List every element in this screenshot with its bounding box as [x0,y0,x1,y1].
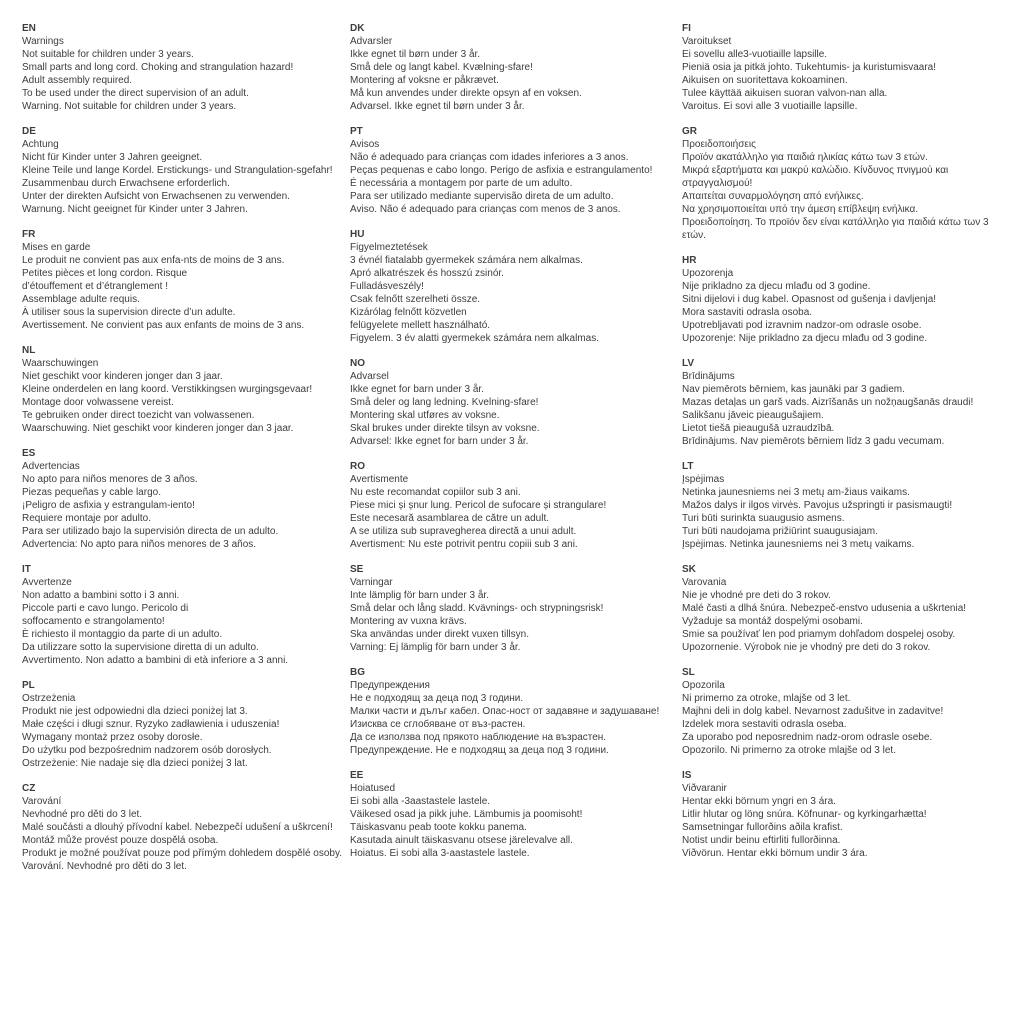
language-section-nl [22,344,348,435]
warning-line: Kasutada ainult täiskasvanu otsese järelevalve all. [350,835,573,846]
warning-line: Μικρά εξαρτήματα και μακρύ καλώδιο. Κίνδυνος πνιγμού και [682,165,949,176]
warning-line: Hoiatus. Ei sobi alla 3-aastastele lastele. [350,848,530,859]
language-section-hr [682,254,1008,345]
warning-line: Piese mici și șnur lung. Pericol de sufocare și strangulare! [350,500,607,511]
language-code: DE [22,126,36,137]
warning-line: Izdelek mora sestaviti odrasla oseba. [682,719,847,730]
warning-line: Este necesară asamblarea de către un adult. [350,513,550,524]
warning-line: Advarsel: Ikke egnet for barn under 3 år. [350,436,529,447]
warning-line: Kleine Teile und lange Kordel. Erstickungs- und Strangulation-sgefahr! [22,165,333,176]
language-code: IS [682,770,692,781]
warning-line: Opozorilo. Ni primerno za otroke mlajše od 3 let. [682,745,896,756]
warning-line: Piccole parti e cavo lungo. Pericolo di [22,603,189,614]
language-section-ro [350,460,676,551]
warning-line: Le produit ne convient pas aux enfa-nts de moins de 3 ans. [22,255,285,266]
warning-line: Mažos dalys ir ilgos virvės. Pavojus užspringti ir pasismaugti! [682,500,953,511]
language-code: NO [350,358,365,369]
section-title: Varovania [682,577,727,588]
language-code: FR [22,229,36,240]
warning-line: Skal brukes under direkte tilsyn av voksne. [350,423,540,434]
warning-line: È richiesto il montaggio da parte di un adulto. [22,629,223,640]
warning-line: Nie je vhodné pre deti do 3 rokov. [682,590,831,601]
language-section-fi [682,22,1008,113]
warning-line: Väikesed osad ja pikk juhe. Lämbumis ja poomisoht! [350,809,583,820]
language-section-pl [22,679,348,770]
warning-line: soffocamento e strangolamento! [22,616,165,627]
warning-line: Samsetningar fullorðins aðila krafist. [682,822,843,833]
warning-line: Täiskasvanu peab toote kokku panema. [350,822,527,833]
warning-line: Ni primerno za otroke, mlajše od 3 let. [682,693,851,704]
warning-line: Netinka jaunesniems nei 3 metų am-žiaus vaikams. [682,487,910,498]
warning-line: Requiere montaje por adulto. [22,513,151,524]
warning-line: Not suitable for children under 3 years. [22,49,194,60]
warning-line: Te gebruiken onder direct toezicht van volwassenen. [22,410,255,421]
language-code: NL [22,345,36,356]
warning-line: Montering af voksne er påkrævet. [350,75,499,86]
language-code: BG [350,667,365,678]
language-code: LT [682,461,694,472]
warning-line: Montage door volwassene vereist. [22,397,174,408]
warning-line: À utiliser sous la supervision directe d’un adulte. [22,307,236,318]
warning-line: Ei sobi alla -3aastastele lastele. [350,796,491,807]
section-title: Advarsel [350,371,389,382]
warning-line: Wymagany montaż przez osoby dorosłe. [22,732,203,743]
warning-line: Απαιτείται συναρμολόγηση από ενήλικες. [682,191,864,202]
language-code: IT [22,564,31,575]
language-code: ES [22,448,36,459]
warning-line: Advertencia: No apto para niños menores de 3 años. [22,539,257,550]
language-code: PL [22,680,35,691]
warning-line: Nicht für Kinder unter 3 Jahren geeignet. [22,152,203,163]
language-section-no [350,357,676,448]
warning-line: Adult assembly required. [22,75,133,86]
warning-line: Varování. Nevhodné pro děti do 3 let. [22,861,187,872]
language-section-dk [350,22,676,113]
warning-line: Mora sastaviti odrasla osoba. [682,307,813,318]
warning-line: Produkt nie jest odpowiedni dla dzieci poniżej lat 3. [22,706,248,717]
warning-line: Warnung. Nicht geeignet für Kinder unter 3 Jahren. [22,204,248,215]
language-code: LV [682,358,695,369]
warning-line: Tulee käyttää aikuisen suoran valvon-nan alla. [682,88,888,99]
warning-line: Må kun anvendes under direkte opsyn af en voksen. [350,88,582,99]
warning-line: Unter der direkten Aufsicht von Erwachsenen zu verwenden. [22,191,290,202]
warning-line: Nevhodné pro děti do 3 let. [22,809,143,820]
warning-line: Ikke egnet for barn under 3 år. [350,384,484,395]
section-title: Įspėjimas [682,474,725,485]
warning-line: Montering av vuxna krävs. [350,616,467,627]
section-title: Avertismente [350,474,409,485]
section-title: Warnings [22,36,64,47]
section-title: Opozorila [682,680,725,691]
warning-line: Notist undir beinu eftirliti fullorðinna. [682,835,841,846]
warning-line: Não é adequado para crianças com idades inferiores a 3 anos. [350,152,629,163]
section-title: Figyelmeztetések [350,242,428,253]
section-title: Ostrzeżenia [22,693,76,704]
warning-line: ¡Peligro de asfixia y estrangulam-iento! [22,500,195,511]
language-section-se [350,563,676,654]
warning-line: Nu este recomandat copiilor sub 3 ani. [350,487,521,498]
section-title: Hoiatused [350,783,396,794]
warning-column-middle [350,22,676,872]
language-section-sk [682,563,1008,654]
warning-line: Niet geschikt voor kinderen jonger dan 3 jaar. [22,371,223,382]
section-title: Advarsler [350,36,393,47]
warning-line: Nav piemērots bērniem, kas jaunāki par 3 gadiem. [682,384,905,395]
warning-line: A se utiliza sub supravegherea directă a unui adult. [350,526,577,537]
warning-line: Vyžaduje sa montáž dospelými osobami. [682,616,863,627]
language-section-fr [22,228,348,332]
language-code: HR [682,255,697,266]
language-section-it [22,563,348,667]
language-section-gr [682,125,1008,242]
warning-line: Do użytku pod bezpośrednim nadzorem osób dorosłych. [22,745,272,756]
language-code: SK [682,564,696,575]
section-title: Advertencias [22,461,80,472]
warning-line: Lietot tiešā pieaugušā uzraudzībā. [682,423,835,434]
warning-line: Små deler og lang ledning. Kvelning-sfare! [350,397,539,408]
warning-line: No apto para niños menores de 3 años. [22,474,198,485]
warning-line: Figyelem. 3 év alatti gyermekek számára nem alkalmas. [350,333,599,344]
section-title: Upozorenja [682,268,734,279]
warning-line: Ikke egnet til børn under 3 år. [350,49,481,60]
warning-line: Små dele og langt kabel. Kvælning-sfare! [350,62,533,73]
warning-line: Majhni deli in dolg kabel. Nevarnost zadušitve in zadavitve! [682,706,944,717]
section-title: Προειδοποιήσεις [682,139,756,150]
warning-line: Avvertimento. Non adatto a bambini di età inferiore a 3 anni. [22,655,289,666]
warning-line: Za uporabo pod neposrednim nadz-orom odrasle osebe. [682,732,933,743]
warning-line: Produkt je možné používat pouze pod přímým dohledem dospělé osoby. [22,848,342,859]
warning-column-right [682,22,1008,872]
language-code: PT [350,126,363,137]
warning-line: Avertissement. Ne convient pas aux enfants de moins de 3 ans. [22,320,305,331]
warning-line: 3 évnél fiatalabb gyermekek számára nem alkalmas. [350,255,583,266]
warning-line: Aikuisen on suoritettava kokoaminen. [682,75,848,86]
language-section-es [22,447,348,551]
warning-line: Petites pièces et long cordon. Risque [22,268,188,279]
language-code: RO [350,461,365,472]
warning-line: Peças pequenas e cabo longo. Perigo de asfixia e estrangulamento! [350,165,653,176]
warning-line: Ostrzeżenie: Nie nadaje się dla dzieci poniżej 3 lat. [22,758,248,769]
warning-line: Små delar och lång sladd. Kvävnings- och strypningsrisk! [350,603,604,614]
language-section-de [22,125,348,216]
language-code: GR [682,126,697,137]
language-code: FI [682,23,691,34]
section-title: Avvertenze [22,577,72,588]
warning-line: Предупреждение. Не е подходящ за деца под 3 години. [350,745,609,756]
warning-line: Para ser utilizado mediante supervisão direta de um adulto. [350,191,614,202]
warning-line: Hentar ekki börnum yngri en 3 ára. [682,796,836,807]
warning-line: É necessária a montagem por parte de um adulto. [350,178,573,189]
language-section-lv [682,357,1008,448]
warning-line: Malé součásti a dlouhý přívodní kabel. Nebezpečí udušení a uškrcení! [22,822,333,833]
warning-line: Viðvörun. Hentar ekki börnum undir 3 ára. [682,848,868,859]
warning-line: Assemblage adulte requis. [22,294,140,305]
warning-line: Mazas detaļas un garš vads. Aizrīšanās un nožņaugšanās draudi! [682,397,974,408]
warning-line: Csak felnőtt szerelheti össze. [350,294,481,305]
warning-line: Da utilizzare sotto la supervisione diretta di un adulto. [22,642,259,653]
section-title: Varování [22,796,62,807]
warning-line: Małe części i długi sznur. Ryzyko zadławienia i uduszenia! [22,719,280,730]
warning-line: Piezas pequeñas y cable largo. [22,487,161,498]
warning-line: Montering skal utføres av voksne. [350,410,500,421]
section-title: Mises en garde [22,242,91,253]
warning-line: d’étouffement et d’étranglement ! [22,281,169,292]
warning-line: Įspėjimas. Netinka jaunesniems nei 3 metų vaikams. [682,539,915,550]
language-code: DK [350,23,365,34]
section-title: Brīdinājums [682,371,735,382]
warning-line: Sitni dijelovi i dug kabel. Opasnost od gušenja i davljenja! [682,294,937,305]
warning-line: Да се използва под прякото наблюдение на възрастен. [350,732,607,743]
warning-line: στραγγαλισμού! [682,178,753,189]
warning-column-left [22,22,348,885]
warning-line: Upozornenie. Výrobok nie je vhodný pre deti do 3 rokov. [682,642,931,653]
warning-line: Upozorenje: Nije prikladno za djecu mlađu od 3 godine. [682,333,928,344]
warning-line: Малки части и дълъг кабел. Опас-ност от задавяне и задушаване! [350,706,660,717]
warning-line: Varoitus. Ei sovi alle 3 vuotiaille lapsille. [682,101,858,112]
warning-line: Turi būti naudojama prižiūrint suaugusiajam. [682,526,878,537]
warning-line: Advarsel. Ikke egnet til børn under 3 år. [350,101,525,112]
warning-line: Nije prikladno za djecu mlađu od 3 godine. [682,281,871,292]
warning-line: Montáž může provést pouze dospělá osoba. [22,835,219,846]
warning-line: Pieniä osia ja pitkä johto. Tukehtumis- ja kuristumisvaara! [682,62,937,73]
warning-line: Apró alkatrészek és hosszú zsinór. [350,268,504,279]
language-section-en [22,22,348,113]
warning-line: Aviso. Não é adequado para crianças com menos de 3 anos. [350,204,621,215]
warning-line: Litlir hlutar og löng snúra. Köfnunar- og kyrkingarhætta! [682,809,927,820]
warning-line: Kizárólag felnőtt közvetlen [350,307,467,318]
warning-line: Brīdinājums. Nav piemērots bērniem līdz 3 gadu vecumam. [682,436,945,447]
warning-line: Προειδοποίηση. Το προϊόν δεν είναι κατάλληλο για παιδιά κάτω των 3 [682,217,989,228]
warning-line: Ska användas under direkt vuxen tillsyn. [350,629,529,640]
language-code: HU [350,229,365,240]
section-title: Avisos [350,139,380,150]
section-title: Varningar [350,577,393,588]
language-code: CZ [22,783,36,794]
language-code: EN [22,23,36,34]
warning-line: Varning: Ej lämplig för barn under 3 år. [350,642,521,653]
language-section-lt [682,460,1008,551]
language-section-sl [682,666,1008,757]
warning-line: Inte lämplig för barn under 3 år. [350,590,489,601]
warning-line: felügyelete mellett használható. [350,320,491,331]
warning-line: Smie sa používať len pod priamym dohľadom dospelej osoby. [682,629,956,640]
warning-line: Turi būti surinkta suaugusio asmens. [682,513,845,524]
warning-line: ετών. [682,230,706,241]
warning-line: Προϊόν ακατάλληλο για παιδιά ηλικίας κάτω των 3 ετών. [682,152,928,163]
language-section-hu [350,228,676,345]
section-title: Achtung [22,139,59,150]
warning-line: Avertisment: Nu este potrivit pentru copiii sub 3 ani. [350,539,578,550]
section-title: Viðvaranir [682,783,727,794]
warning-line: Warning. Not suitable for children under 3 years. [22,101,237,112]
section-title: Waarschuwingen [22,358,99,369]
language-section-cz [22,782,348,873]
warning-line: Fulladásveszély! [350,281,424,292]
warning-line: Изисква се сглобяване от въз-растен. [350,719,526,730]
warning-line: Не е подходящ за деца под 3 години. [350,693,524,704]
language-section-bg [350,666,676,757]
warning-line: Upotrebljavati pod izravnim nadzor-om odrasle osobe. [682,320,922,331]
language-section-pt [350,125,676,216]
language-code: EE [350,770,364,781]
warning-line: Salikšanu jāveic pieaugušajiem. [682,410,824,421]
warning-line: Ei sovellu alle3-vuotiaille lapsille. [682,49,828,60]
language-section-ee [350,769,676,860]
section-title: Предупреждения [350,680,430,691]
warning-line: Para ser utilizado bajo la supervisión directa de un adulto. [22,526,279,537]
section-title: Varoitukset [682,36,732,47]
warning-line: Small parts and long cord. Choking and strangulation hazard! [22,62,294,73]
language-code: SL [682,667,695,678]
language-code: SE [350,564,364,575]
warning-line: Zusammenbau durch Erwachsene erforderlich. [22,178,230,189]
warning-line: Kleine onderdelen en lang koord. Verstikkingsen wurgingsgevaar! [22,384,313,395]
warning-line: Να χρησιμοποιείται υπό την άμεση επίβλεψη ενήλικα. [682,204,919,215]
warning-line: Malé časti a dlhá šnúra. Nebezpeč-enstvo udusenia a uškrtenia! [682,603,967,614]
language-section-is [682,769,1008,860]
warning-line: To be used under the direct supervision of an adult. [22,88,249,99]
warning-line: Non adatto a bambini sotto i 3 anni. [22,590,180,601]
warning-line: Waarschuwing. Niet geschikt voor kinderen jonger dan 3 jaar. [22,423,294,434]
